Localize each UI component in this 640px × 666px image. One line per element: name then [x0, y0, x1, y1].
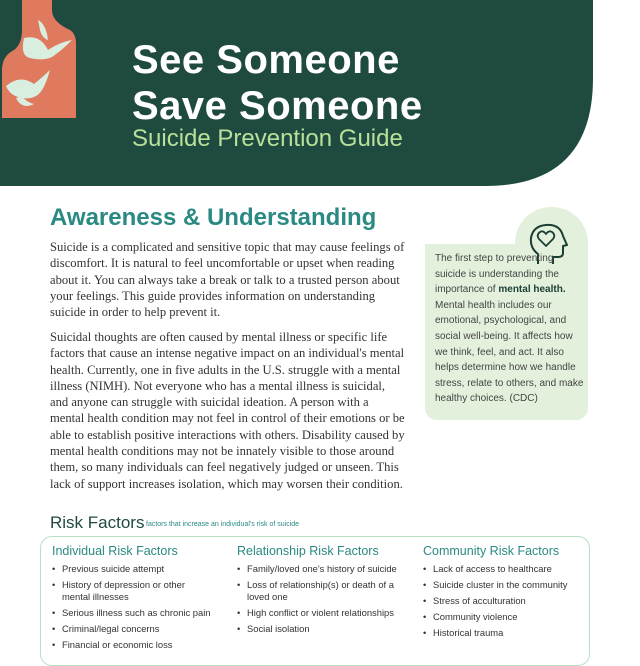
list-item: • Criminal/legal concerns [52, 623, 212, 635]
callout-text-start: The first step to preventing suicide is understanding the importance of [435, 253, 559, 296]
awareness-heading: Awareness & Understanding [50, 204, 377, 231]
list-item: • Lack of access to healthcare [423, 563, 583, 575]
list-item: • Stress of acculturation [423, 595, 583, 607]
list-item: • Suicide cluster in the community [423, 579, 583, 591]
awareness-paragraph-2: Suicidal thoughts are often caused by mental illness or specific life factors that cause an intense negative impact on an individual's mental health. Currently, one in five adults in the U.S. struggle with a mental illness (NIMH). Not everyone who has a mental illness is suicidal, and anyone can struggle with suicidal ideation. A person with a mental health condition may not feel in control of their emotions or be able to establish positive interactions with others. Disability caused by mental health conditions may not be innately visible to those around them, so many individuals can feel negatively judged or unseen. This lack of support increases isolation, which may worsen their condition. [50, 330, 405, 491]
risk-list [237, 563, 403, 635]
awareness-paragraph-1: Suicide is a complicated and sensitive topic that may cause feelings of discomfort. It is natural to feel uncomfortable or upset when reading about it. You can always take a break or talk to a trusted person about your feelings. This guide provides information on understanding suicide in order to help prevent it. [50, 240, 405, 320]
header-banner [0, 0, 640, 186]
relationship-risk-factors [237, 544, 403, 639]
list-item: • Community violence [423, 611, 583, 623]
individual-risk-factors [52, 544, 212, 655]
list-item: • High conflict or violent relationships [237, 607, 403, 619]
callout-text-end: Mental health includes our emotional, psychological, and social well-being. It affects how we think, feel, and act. It also helps determine how we handle stress, relate to others, and make healthy choices. (CDC) [435, 299, 584, 405]
title-line-1: See Someone [132, 38, 400, 82]
list-item: • History of depression or other mental illnesses [52, 579, 212, 603]
callout-text-bold: mental health. [498, 284, 566, 296]
list-item: • Family/loved one's history of suicide [237, 563, 403, 575]
subtitle: Suicide Prevention Guide [132, 125, 403, 152]
bottle-doves-logo-icon [0, 0, 78, 118]
risk-factors-subtitle: factors that increase an individual's risk of suicide [146, 521, 300, 528]
community-risk-factors [423, 544, 583, 643]
list-item: • Serious illness such as chronic pain [52, 607, 212, 619]
list-item: • Loss of relationship(s) or death of a loved one [237, 579, 403, 603]
column-heading: Relationship Risk Factors [237, 544, 379, 558]
title-line-2: Save Someone [132, 84, 423, 128]
list-item: • Historical trauma [423, 627, 583, 639]
list-item: • Social isolation [237, 623, 403, 635]
risk-factors-heading: Risk Factors [50, 513, 145, 532]
list-item: • Previous suicide attempt [52, 563, 212, 575]
callout-text [435, 251, 585, 407]
list-item: • Financial or economic loss [52, 639, 212, 651]
risk-list [52, 563, 212, 651]
column-heading: Individual Risk Factors [52, 544, 178, 558]
column-heading: Community Risk Factors [423, 544, 560, 558]
risk-list [423, 563, 583, 639]
